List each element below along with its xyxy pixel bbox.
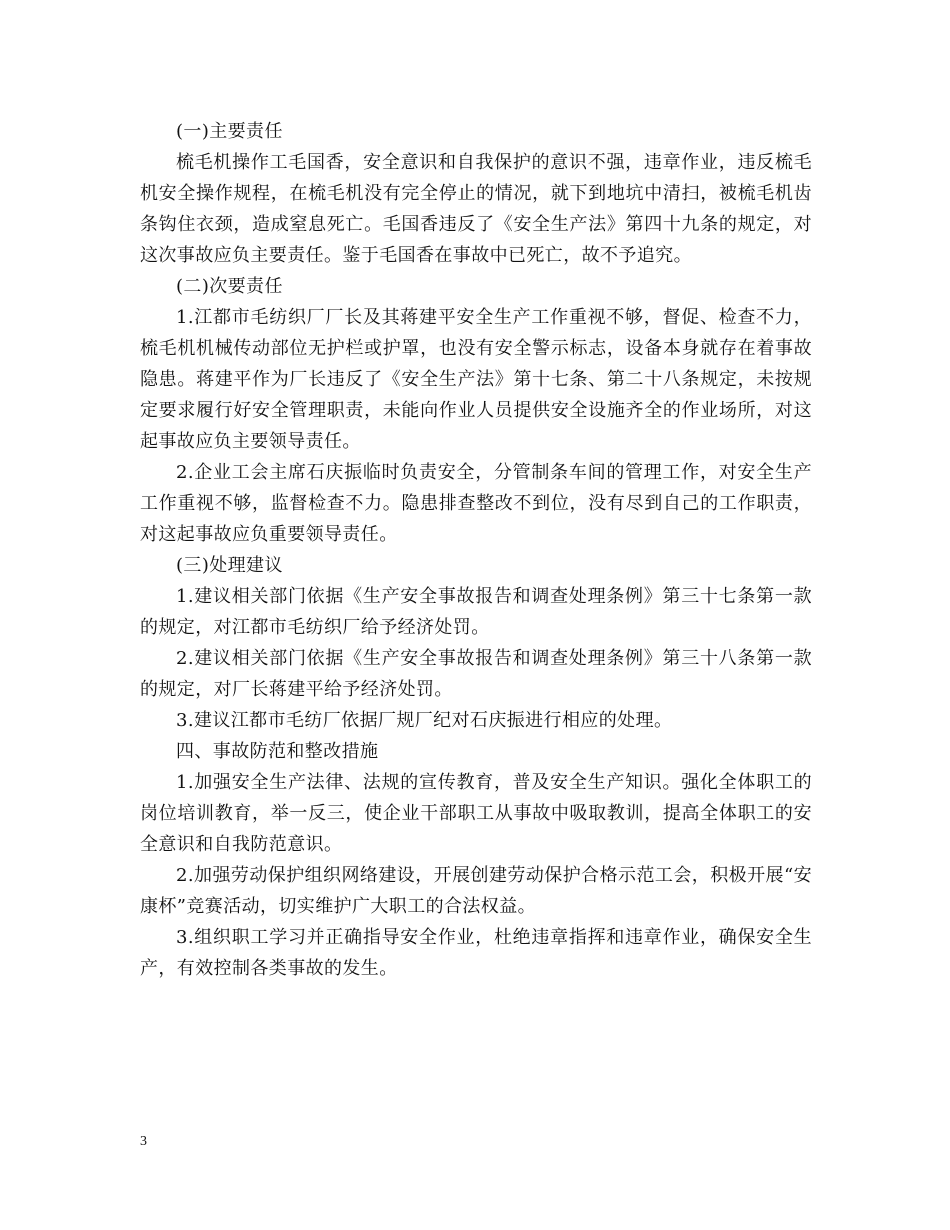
page-number: 3 (140, 1134, 147, 1149)
para-measure-1: 1.加强安全生产法律、法规的宣传教育，普及安全生产知识。强化全体职工的岗位培训教育，举一反三，使企业干部职工从事故中吸取教训，提高全体职工的安全意识和自我防范意识。 (140, 772, 812, 855)
document-body (140, 116, 812, 984)
heading-prevention-measures: 四、事故防范和整改措施 (176, 741, 379, 762)
para-measure-3: 3.组织职工学习并正确指导安全作业，杜绝违章指挥和违章作业，确保安全生产，有效控制各类事故的发生。 (140, 927, 812, 979)
heading-secondary-responsibility: (二)次要责任 (176, 276, 283, 297)
para-union-chair-responsibility: 2.企业工会主席石庆振临时负责安全，分管制条车间的管理工作，对安全生产工作重视不够，监督检查不力。隐患排查整改不到位，没有尽到自己的工作职责，对这起事故应负重要领导责任。 (140, 462, 812, 545)
para-operator-responsibility: 梳毛机操作工毛国香，安全意识和自我保护的意识不强，违章作业，违反梳毛机安全操作规程，在梳毛机没有完全停止的情况，就下到地坑中清扫，被梳毛机齿条钩住衣颈，造成窒息死亡。毛国香违反了《安全生产法》第四十九条的规定，对这次事故应负主要责任。鉴于毛国香在事故中已死亡，故不予追究。 (140, 152, 812, 266)
para-suggestion-3: 3.建议江都市毛纺厂依据厂规厂纪对石庆振进行相应的处理。 (176, 710, 673, 731)
para-measure-2: 2.加强劳动保护组织网络建设，开展创建劳动保护合格示范工会，积极开展“安康杯”竞赛活动，切实维护广大职工的合法权益。 (140, 865, 812, 917)
heading-handling-suggestions: (三)处理建议 (176, 555, 283, 576)
para-suggestion-1: 1.建议相关部门依据《生产安全事故报告和调查处理条例》第三十七条第一款的规定，对江都市毛纺织厂给予经济处罚。 (140, 586, 812, 638)
para-factory-director-responsibility: 1.江都市毛纺织厂厂长及其蒋建平安全生产工作重视不够，督促、检查不力，梳毛机机械传动部位无护栏或护罩，也没有安全警示标志，设备本身就存在着事故隐患。蒋建平作为厂长违反了《安全生产法》第十七条、第二十八条规定，未按规定要求履行好安全管理职责，未能向作业人员提供安全设施齐全的作业场所，对这起事故应负主要领导责任。 (140, 307, 812, 452)
para-suggestion-2: 2.建议相关部门依据《生产安全事故报告和调查处理条例》第三十八条第一款的规定，对厂长蒋建平给予经济处罚。 (140, 648, 812, 700)
heading-primary-responsibility: (一)主要责任 (176, 121, 283, 142)
